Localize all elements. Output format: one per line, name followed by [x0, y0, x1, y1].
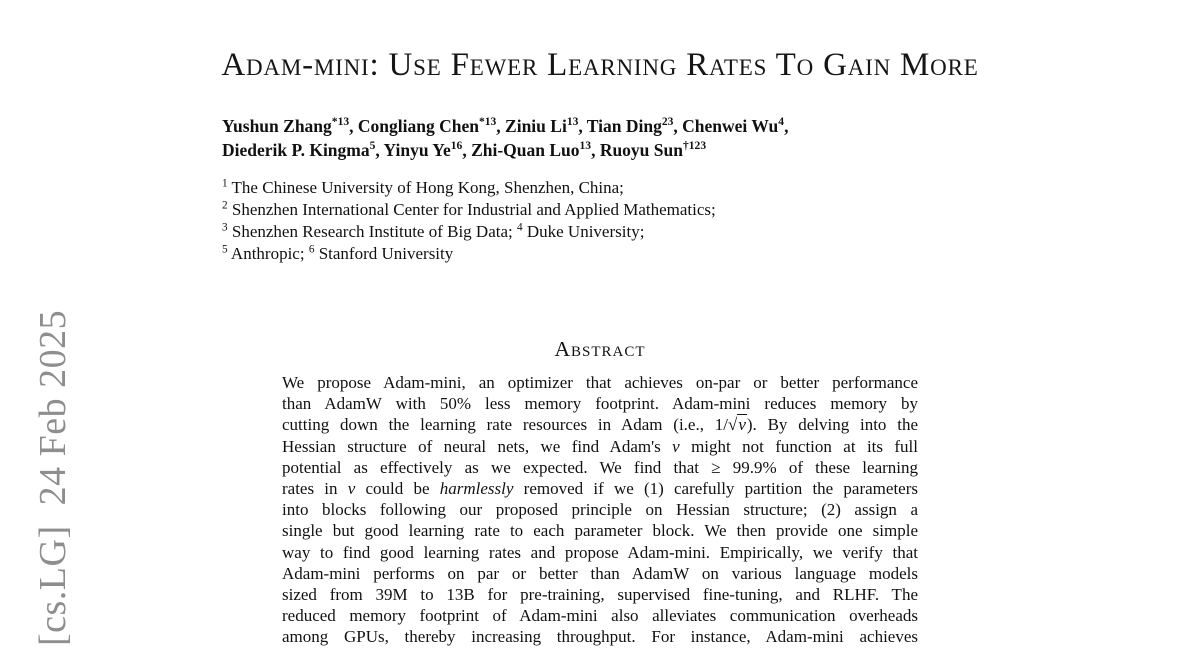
text-line: single but good learning rate to each parameter block. We then provide one simple	[282, 521, 918, 541]
text-line: $^1$ The Chinese University of Hong Kong, Shenzhen, China;	[222, 177, 624, 197]
abstract-heading: Abstract	[554, 337, 646, 361]
arxiv-watermark: [cs.LG] 24 Feb 2025	[32, 309, 74, 646]
text-line: cutting down the learning rate resources in Adam (i.e., 1/√v). By delving into the	[282, 415, 918, 435]
text-line: potential as effectively as we expected. We find that ≥ 99.9% of these learning	[282, 457, 918, 477]
text-line: sized from 39M to 13B for pre-training, supervised fine-tuning, and RLHF. The	[282, 585, 918, 605]
text-line: Yushun Zhang$^{*13}$, Congliang Chen$^{*13}$, Ziniu Li$^{13}$, Tian Ding$^{23}$, Chenwei Wu$^4$,	[222, 116, 789, 136]
abstract-body	[282, 372, 918, 648]
text-line: $^5$ Anthropic; $^6$ Stanford University	[222, 243, 454, 263]
text-line: among GPUs, thereby increasing throughput. For instance, Adam-mini achieves	[282, 627, 918, 647]
authors-block	[222, 114, 788, 162]
paper-title: Adam-mini: Use Fewer Learning Rates To Gain More	[221, 47, 979, 83]
text-line: Diederik P. Kingma$^5$, Yinyu Ye$^{16}$, Zhi-Quan Luo$^{13}$, Ruoyu Sun$^{\dagger 123}$	[222, 140, 707, 160]
text-line: Hessian structure of neural nets, we find Adam's v might not function at its full	[282, 436, 919, 456]
affiliations-block	[222, 177, 716, 265]
text-line: Adam-mini performs on par or better than AdamW on various language models	[282, 563, 918, 583]
text-line: rates in v could be harmlessly removed if we (1) carefully partition the parameters	[282, 479, 918, 499]
text-line: way to find good learning rates and propose Adam-mini. Empirically, we verify that	[282, 542, 918, 562]
text-line: reduced memory footprint of Adam-mini also alleviates communication overheads	[282, 606, 918, 626]
text-line: than AdamW with 50% less memory footprint. Adam-mini reduces memory by	[282, 394, 918, 414]
text-line: $^3$ Shenzhen Research Institute of Big Data; $^4$ Duke University;	[222, 221, 645, 241]
text-line: We propose Adam-mini, an optimizer that achieves on-par or better performance	[282, 373, 918, 392]
text-line: $^2$ Shenzhen International Center for Industrial and Applied Mathematics;	[222, 199, 716, 219]
text-line: into blocks following our proposed principle on Hessian structure; (2) assign a	[282, 500, 918, 520]
